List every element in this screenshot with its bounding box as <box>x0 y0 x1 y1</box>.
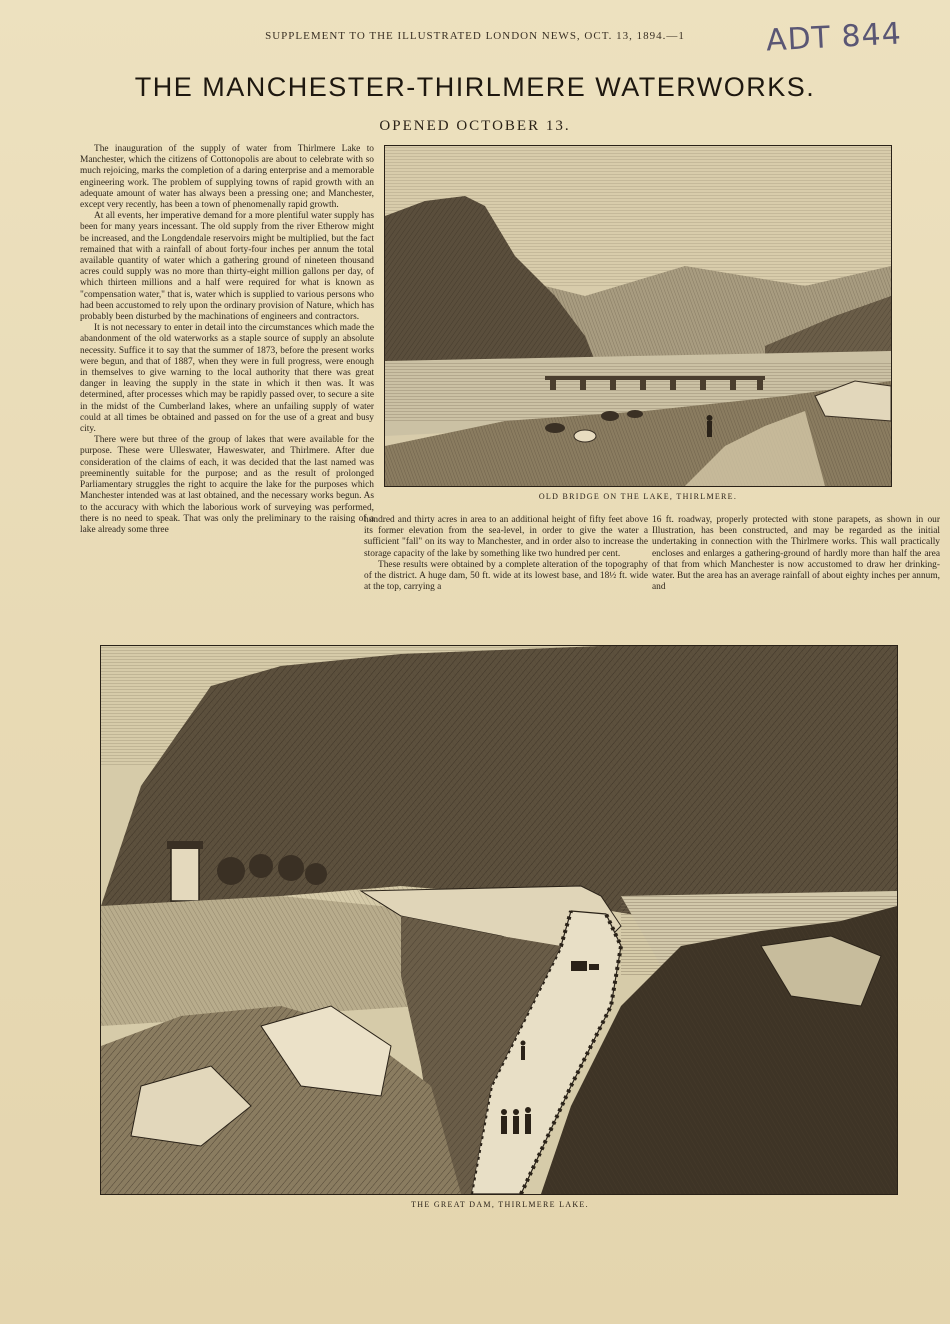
caption-old-bridge: OLD BRIDGE ON THE LAKE, THIRLMERE. <box>538 492 738 501</box>
page-subtitle: OPENED OCTOBER 13. <box>379 118 571 134</box>
article-paragraph: 16 ft. roadway, properly protected with stone parapets, as shown in our Illustration, has been constructed, and may be regarded as the initial undertaking in connection with the Thirlmere works. This wall practically encloses and enlarges a gathering-ground of hardly more than half the area of that from which Manchester is now accustomed to draw her drinking-water. But the area has an average rainfall of about eighty inches per annum, and <box>652 515 940 593</box>
article-column-right <box>652 515 940 607</box>
handwritten-stamp: ADT 844 <box>765 16 903 59</box>
engraving-great-dam <box>100 645 898 1195</box>
article-paragraph: The inauguration of the supply of water from Thirlmere Lake to Manchester, which the citizens of Cottonopolis are about to celebrate with so much rejoicing, marks the completion of a daring enterprise and a memorable engineering work. The problem of supplying towns of rapid growth with an adequate amount of water has always been a pressing one; and Manchester, except very recently, has been a town of phenomenally rapid growth. <box>80 144 374 211</box>
running-head: SUPPLEMENT TO THE ILLUSTRATED LONDON NEWS, OCT. 13, 1894.—1 <box>265 30 685 42</box>
article-column-middle <box>364 515 648 623</box>
article-paragraph: hundred and thirty acres in area to an additional height of fifty feet above its former elevation from the sea-level, in order to give the water a sufficient "fall" on its way to Manchester, and in order also to increase the storage capacity of the lake by something like two hundred per cent. <box>364 515 648 559</box>
article-paragraph: These results were obtained by a complete alteration of the topography of the district. A huge dam, 50 ft. wide at its lowest base, and 18½ ft. wide at the top, carrying a <box>364 559 648 593</box>
article-paragraph: At all events, her imperative demand for a more plentiful water supply has been for many years incessant. The old supply from the river Etherow might be increased, and the Longdendale reservoirs might be multiplied, but the fact remained that with a rainfall of about forty-four inches per annum the total available quantity of water which a gathering ground of nineteen thousand acres could supply was no more than thirty-eight million gallons per day, of which thirteen millions and a half were required for what is known as "compensation water," that is, water which is supplied to various persons who had been accustomed to rely upon the ordinary provision of Nature, which has probably been disturbed by the machinations of engineers and contractors. <box>80 211 374 323</box>
page-title: THE MANCHESTER-THIRLMERE WATERWORKS. <box>134 72 816 102</box>
great-dam-illustration <box>101 646 897 1194</box>
article-paragraph: There were but three of the group of lakes that were available for the purpose. These were Ulleswater, Haweswater, and Thirlmere. After due consideration of the claims of each, it was decided that the last named was preeminently suitable for the purpose; and as the result of prolonged Parliamentary struggles the right to acquire the lake for the purposes which Manchester intended was at last obtained, and the necessary works begun. As to the accuracy with which the laborious work of surveying was performed, there is no need to speak. That was only the preliminary to the raising of a lake already some three <box>80 435 374 535</box>
old-bridge-illustration <box>385 146 891 486</box>
engraving-old-bridge <box>384 145 892 487</box>
article-column-left <box>80 144 374 612</box>
article-paragraph: It is not necessary to enter in detail into the circumstances which made the abandonment of the old waterworks as a staple source of supply an absolute necessity. Suffice it to say that the summer of 1873, before the present works were begun, and that of 1887, when they were in full progress, were enough in themselves to give warning to the local authority that there was great danger in leaving the supply in the state in which it then was. It was determined, after processes which may be rapidly passed over, to secure a site in the midst of the Cumberland lakes, where an unfailing supply of water could at all times be obtained and passed on for the use of a great and busy city. <box>80 323 374 435</box>
caption-great-dam: THE GREAT DAM, THIRLMERE LAKE. <box>411 1200 589 1209</box>
